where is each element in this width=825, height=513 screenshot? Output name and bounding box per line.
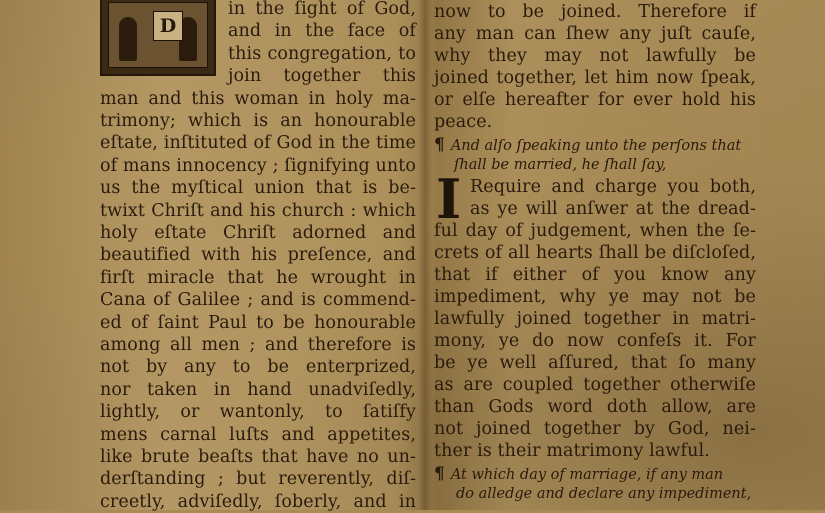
figure-left-ornament [119,17,137,61]
text-line: and in the face of [228,21,416,42]
pilcrow-icon: ¶ [434,135,445,155]
text-line: ther is their matrimony lawful. [434,441,710,461]
text-line: as ye will anſwer at the dread- [470,199,756,219]
initial-letter: D [153,11,183,41]
text-line: holy eſtate Chriſt adorned and [100,223,416,243]
text-line: as are coupled together otherwiſe [434,375,756,395]
text-line: why they may not lawfully be [434,46,756,66]
text-line: lawfully joined together in matri- [434,309,756,329]
text-line: nor taken in hand unadviſedly, [100,379,416,400]
text-line: joined together, let him now ſpeak, [434,68,756,88]
text-line: be ye well aſſured, that ſo many [434,353,756,373]
text-line: crets of all hearts ſhall be diſcloſed, [434,243,756,263]
text-line: now to be joined. Therefore if [434,2,756,22]
text-line: not by any to be enterprized, [100,357,416,378]
text-line: eſtate, inſtituted of God in the time [100,133,416,154]
rubric-text: At which day of marriage, if any man [450,467,724,483]
rubric-line: ſhall be married, he ſhall ſay, [454,157,667,173]
rubric-line: do alledge and declare any impediment, [456,486,752,502]
text-line: firſt miracle that he wrought in [100,267,416,288]
text-line: like brute beaſts that have no un- [100,447,416,467]
text-line: ful day of judgement, when the ſe- [434,221,756,241]
ornamental-initial [100,0,216,76]
initial-frame [108,2,208,68]
text-line: derſtanding ; but reverently, diſ- [100,469,416,490]
text-line: or elſe hereafter for ever hold his [434,90,756,110]
text-line: lightly, or wantonly, to ſatiſfy [100,402,416,423]
text-line: us the myſtical union that is be- [100,178,416,199]
text-line: impediment, why ye may not be [434,287,756,307]
text-line: man and this woman in holy ma- [100,88,416,109]
text-line: peace. [434,112,493,132]
pilcrow-icon: ¶ [434,464,445,484]
text-line: Cana of Galilee ; and is commend- [100,290,416,311]
text-line: that if either of you know any [434,265,756,285]
text-line: mony, ye do now confeſs it. For [434,331,756,351]
text-line: beautified with his preſence, and [100,245,416,266]
text-line: ed of ſaint Paul to be honourable [100,312,416,333]
text-line: any man can ſhew any juſt cauſe, [434,24,756,44]
rubric-text: And alſo ſpeaking unto the perſons that [450,138,742,154]
text-line: join together this [228,66,416,87]
drop-initial: I [436,167,462,231]
text-line: creetly, adviſedly, ſoberly, and in [100,491,416,512]
text-line: mens carnal luſts and appetites, [100,424,416,445]
text-line: this congregation, to [228,43,416,64]
text-line: in the ſight of God, [228,0,416,19]
text-line: Require and charge you both, [470,177,756,197]
text-line: not joined together by God, nei- [434,419,756,439]
rubric-line [434,135,741,156]
text-line: among all men ; and therefore is [100,335,416,355]
text-line: twixt Chriſt and his church : which [100,200,416,221]
column-gutter [418,0,432,510]
text-line: of mans innocency ; ſignifying unto [100,155,416,176]
text-line: trimony; which is an honourable [100,111,416,131]
rubric-line [434,464,723,485]
text-line: than Gods word doth allow, are [434,397,756,417]
